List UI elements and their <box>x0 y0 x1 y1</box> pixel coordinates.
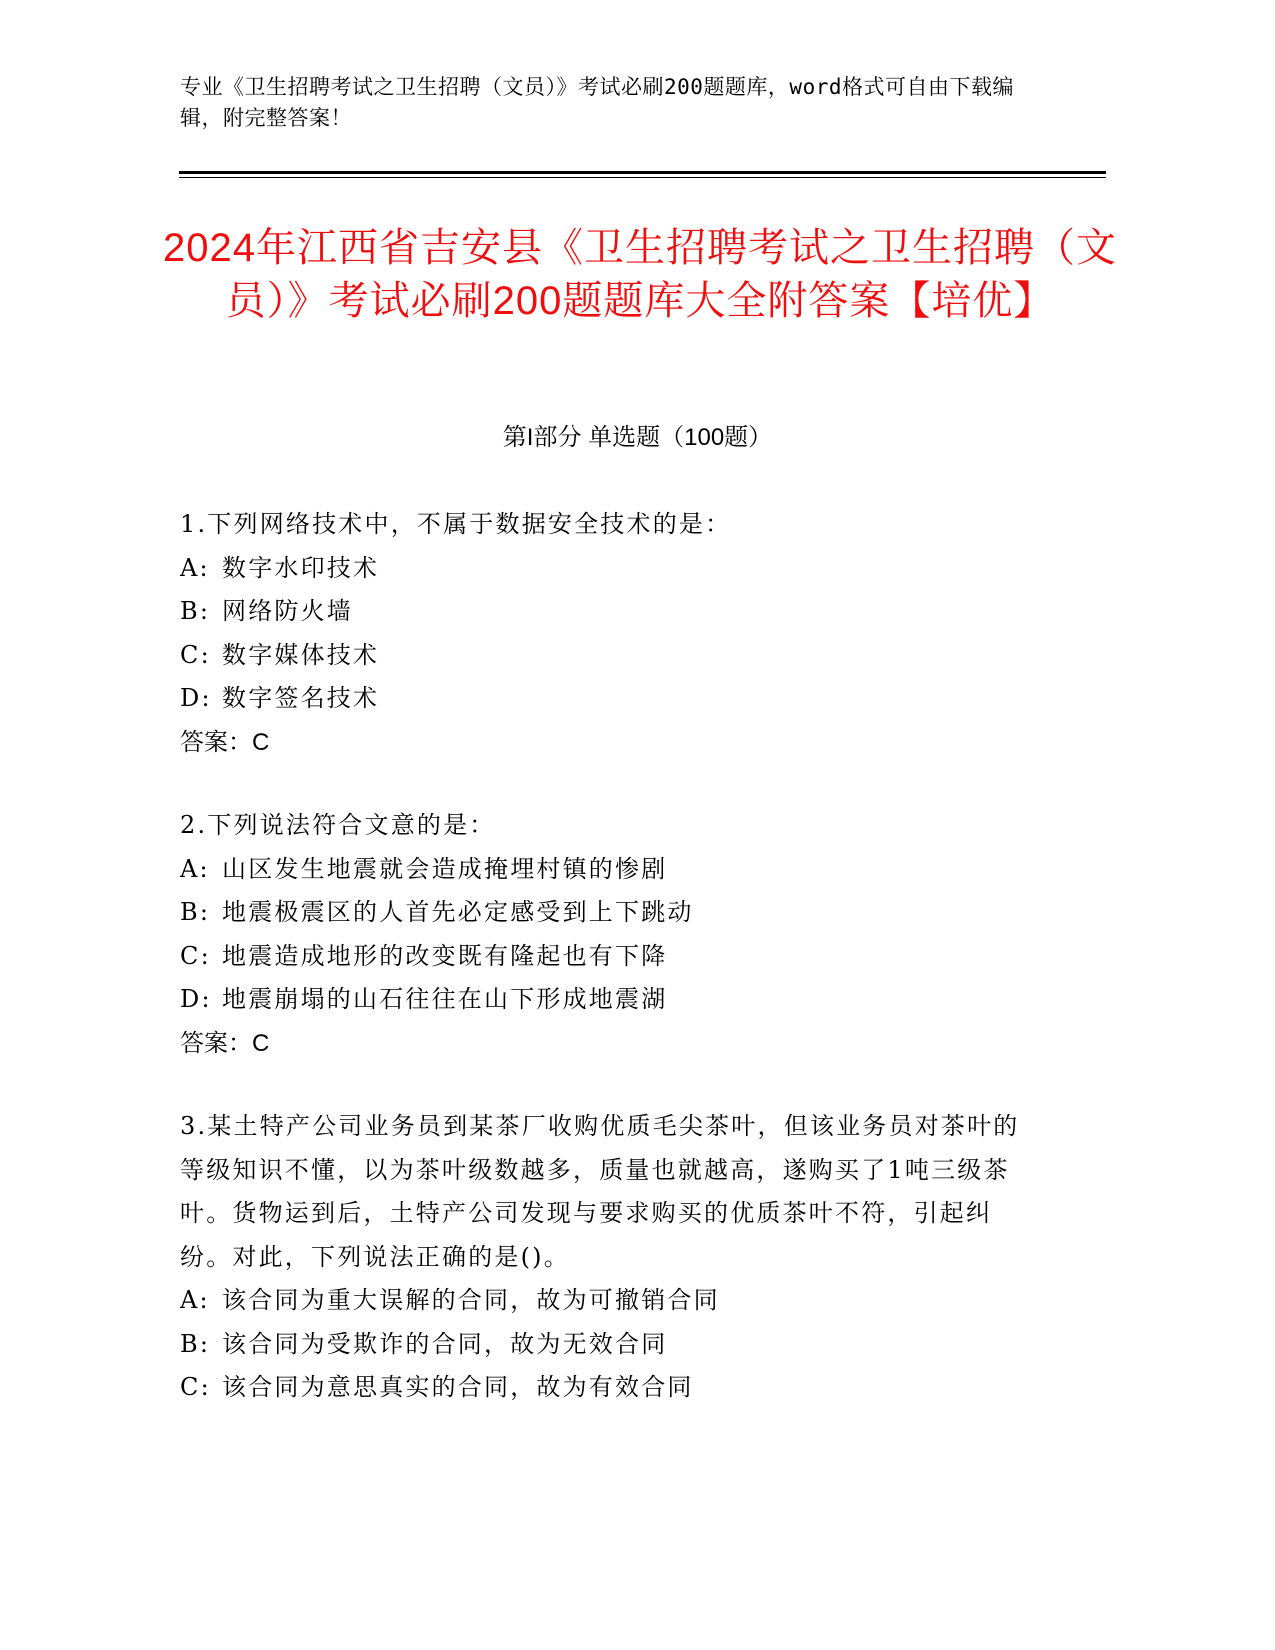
option-text: 数字签名技术 <box>222 684 380 712</box>
option-b <box>180 590 1040 634</box>
option-d <box>180 677 1040 721</box>
option-key: C: <box>180 941 211 970</box>
question-item <box>180 804 1040 1065</box>
question-item <box>180 503 1040 764</box>
option-a <box>180 1279 1040 1323</box>
question-stem: 2.下列说法符合文意的是： <box>180 811 496 839</box>
section-heading: 第I部分 单选题（100题） <box>502 424 773 451</box>
question-list <box>180 503 1040 1450</box>
option-b <box>180 891 1040 935</box>
option-text: 地震极震区的人首先必定感受到上下跳动 <box>222 898 694 926</box>
header-note: 专业《卫生招聘考试之卫生招聘（文员）》考试必刷200题题库，word格式可自由下载编辑，附完整答案！ <box>180 75 1014 130</box>
option-text: 数字媒体技术 <box>222 640 380 669</box>
option-c <box>180 634 1040 678</box>
header-divider-thin <box>179 177 1106 178</box>
option-d <box>180 978 1040 1022</box>
option-text: 该合同为重大误解的合同，故为可撤销合同 <box>222 1286 720 1314</box>
answer-line: 答案：C <box>180 728 270 756</box>
option-a <box>180 848 1040 892</box>
option-key: A: <box>180 1286 210 1314</box>
option-key: C: <box>180 1373 211 1401</box>
option-text: 地震造成地形的改变既有隆起也有下降 <box>222 941 668 970</box>
option-a <box>180 547 1040 591</box>
option-text: 数字水印技术 <box>222 553 380 582</box>
option-key: A: <box>180 854 210 883</box>
option-text: 山区发生地震就会造成掩埋村镇的惨剧 <box>222 854 668 883</box>
option-key: B: <box>180 898 211 926</box>
option-key: B: <box>180 1329 211 1358</box>
option-key: C: <box>180 640 211 669</box>
option-key: A: <box>180 553 210 582</box>
option-text: 地震崩塌的山石往往在山下形成地震湖 <box>222 985 668 1013</box>
option-c <box>180 935 1040 979</box>
option-key: D: <box>180 985 212 1013</box>
option-text: 该合同为意思真实的合同，故为有效合同 <box>222 1373 694 1401</box>
option-key: D: <box>180 684 212 712</box>
answer-line: 答案：C <box>180 1029 270 1057</box>
option-text: 网络防火墙 <box>222 597 353 625</box>
header-divider-thick <box>179 171 1106 174</box>
option-c <box>180 1366 1040 1410</box>
question-stem: 3.某土特产公司业务员到某茶厂收购优质毛尖茶叶，但该业务员对茶叶的等级知识不懂，以为茶叶级数越多，质量也就越高，遂购买了1吨三级茶叶。货物运到后，土特产公司发现与要求购买的优质茶叶不符，引起纠纷。对此，下列说法正确的是()。 <box>180 1112 1020 1271</box>
option-key: B: <box>180 597 211 625</box>
option-b <box>180 1323 1040 1367</box>
question-stem: 1.下列网络技术中，不属于数据安全技术的是： <box>180 510 732 538</box>
option-text: 该合同为受欺诈的合同，故为无效合同 <box>222 1329 668 1358</box>
document-title: 2024年江西省吉安县《卫生招聘考试之卫生招聘（文员）》考试必刷200题题库大全附答案【培优】 <box>163 226 1117 323</box>
question-item <box>180 1105 1040 1410</box>
